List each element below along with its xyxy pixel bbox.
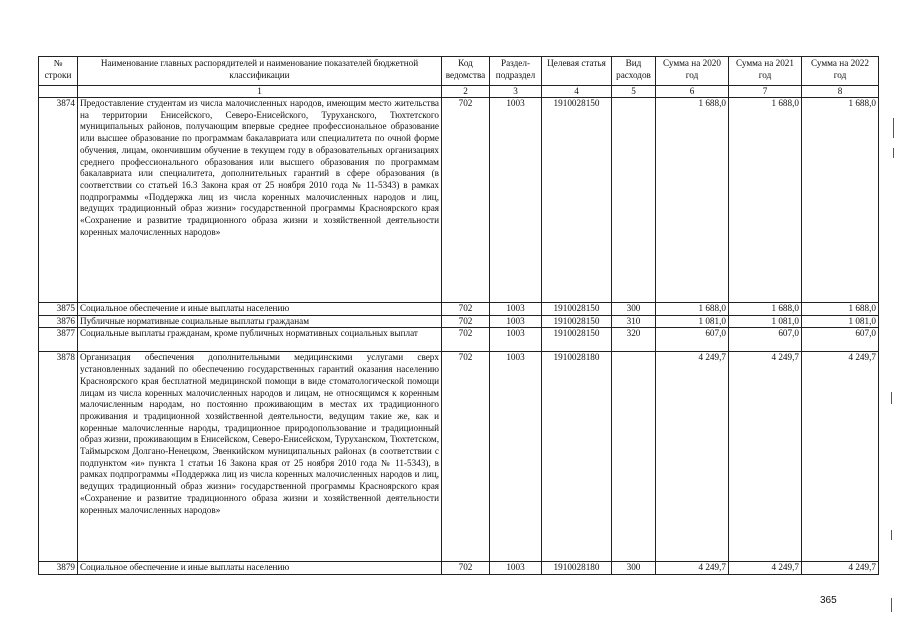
scan-edge-mark bbox=[891, 392, 892, 404]
row-sum-2021: 1 081,0 bbox=[729, 315, 802, 328]
row-sum-2022: 1 081,0 bbox=[802, 315, 879, 328]
budget-table-sheet bbox=[38, 56, 878, 575]
table-row bbox=[39, 98, 879, 303]
row-description: Социальные выплаты гражданам, кроме публичных нормативных социальных выплат bbox=[78, 328, 442, 352]
row-target: 1910028150 bbox=[542, 315, 612, 328]
header-name: Наименование главных распорядителей и наименование показателей бюджетной классификации bbox=[78, 57, 442, 86]
row-section: 1003 bbox=[490, 352, 542, 562]
row-description: Предоставление студентам из числа малочисленных народов, имеющим место жительства на территории Енисейского, Северо-Енисейского, Туруханского, Тюхтетского муниципальных районов, получающим впервые среднее профессиональное образование или высшее образование по программам бакалавриата или специалитета по очной форме обучения, лицам, окончившим обучение в текущем году в образовательных организациях среднего профессионального образования или высшего образования по программам бакалавриата или специалитета, дополнительных гарантий в сфере образования (в соответствии со статьей 16.3 Закона края от 25 ноября 2010 года № 11-5343) в рамках подпрограммы «Поддержка лиц из числа коренных малочисленных народов и лиц, ведущих традиционный образ жизни» государственной программы Красноярского края «Сохранение и развитие традиционного образа жизни и хозяйственной деятельности коренных малочисленных народов» bbox=[78, 98, 442, 303]
row-number: 3876 bbox=[39, 315, 78, 328]
table-row bbox=[39, 352, 879, 562]
scan-edge-mark bbox=[891, 530, 892, 540]
row-expense-type: 300 bbox=[612, 303, 656, 316]
table-row bbox=[39, 562, 879, 575]
row-number: 3878 bbox=[39, 352, 78, 562]
column-number: 1 bbox=[78, 86, 442, 98]
row-number: 3874 bbox=[39, 98, 78, 303]
column-number: 6 bbox=[656, 86, 729, 98]
row-description: Организация обеспечения дополнительными медицинскими услугами сверх установленных заданий по обеспечению государственных гарантий оказания населению Красноярского края бесплатной медицинской помощи в виде стоматологической помощи лицам из числа коренных малочисленных народов и лицам, не относящимся к коренным малочисленным народам, но постоянно проживающим в местах их традиционного проживания и традиционной хозяйственной деятельности, ведущим такие же, как и коренные малочисленные народы, традиционное природопользование и традиционный образ жизни, проживающим в Енисейском, Северо-Енисейском, Туруханском, Тюхтетском, Таймырском Долгано-Ненецком, Эвенкийском муниципальных районах (в соответствии с подпунктом «и» пункта 1 статьи 16 Закона края от 25 ноября 2010 года № 11-5343), в рамках подпрограммы «Поддержка лиц из числа коренных малочисленных народов и лиц, ведущих традиционный образ жизни» государственной программы Красноярского края «Сохранение и развитие традиционного образа жизни и хозяйственной деятельности коренных малочисленных народов» bbox=[78, 352, 442, 562]
header-dept-code: Код ведомства bbox=[442, 57, 490, 86]
table-row bbox=[39, 328, 879, 352]
column-number bbox=[39, 86, 78, 98]
header-row-no: № строки bbox=[39, 57, 78, 86]
column-number: 4 bbox=[542, 86, 612, 98]
row-sum-2022: 4 249,7 bbox=[802, 352, 879, 562]
column-number: 7 bbox=[729, 86, 802, 98]
row-sum-2020: 1 688,0 bbox=[656, 98, 729, 303]
row-expense-type: 310 bbox=[612, 315, 656, 328]
header-sum-2021: Сумма на 2021 год bbox=[729, 57, 802, 86]
row-sum-2020: 1 081,0 bbox=[656, 315, 729, 328]
column-number-row bbox=[39, 86, 879, 98]
row-sum-2021: 607,0 bbox=[729, 328, 802, 352]
column-number: 3 bbox=[490, 86, 542, 98]
row-dept-code: 702 bbox=[442, 328, 490, 352]
page-number: 365 bbox=[820, 595, 837, 606]
header-sum-2020: Сумма на 2020 год bbox=[656, 57, 729, 86]
row-dept-code: 702 bbox=[442, 352, 490, 562]
row-number: 3877 bbox=[39, 328, 78, 352]
budget-table bbox=[38, 56, 879, 575]
header-sum-2022: Сумма на 2022 год bbox=[802, 57, 879, 86]
row-expense-type: 320 bbox=[612, 328, 656, 352]
row-dept-code: 702 bbox=[442, 562, 490, 575]
row-sum-2022: 4 249,7 bbox=[802, 562, 879, 575]
row-number: 3875 bbox=[39, 303, 78, 316]
row-target: 1910028150 bbox=[542, 328, 612, 352]
row-section: 1003 bbox=[490, 303, 542, 316]
row-sum-2022: 1 688,0 bbox=[802, 303, 879, 316]
header-target: Целевая статья bbox=[542, 57, 612, 86]
row-sum-2020: 1 688,0 bbox=[656, 303, 729, 316]
scan-edge-mark bbox=[891, 598, 892, 612]
row-target: 1910028150 bbox=[542, 98, 612, 303]
row-sum-2020: 4 249,7 bbox=[656, 562, 729, 575]
row-expense-type bbox=[612, 98, 656, 303]
row-expense-type bbox=[612, 352, 656, 562]
row-description: Социальное обеспечение и иные выплаты населению bbox=[78, 562, 442, 575]
header-section: Раздел-подраздел bbox=[490, 57, 542, 86]
row-description: Публичные нормативные социальные выплаты гражданам bbox=[78, 315, 442, 328]
header-row bbox=[39, 57, 879, 86]
row-sum-2020: 4 249,7 bbox=[656, 352, 729, 562]
row-sum-2021: 4 249,7 bbox=[729, 562, 802, 575]
column-number: 8 bbox=[802, 86, 879, 98]
row-description: Социальное обеспечение и иные выплаты населению bbox=[78, 303, 442, 316]
scan-edge-mark bbox=[893, 118, 894, 138]
row-sum-2022: 1 688,0 bbox=[802, 98, 879, 303]
row-target: 1910028150 bbox=[542, 303, 612, 316]
row-sum-2021: 1 688,0 bbox=[729, 98, 802, 303]
scan-edge-mark bbox=[893, 148, 894, 158]
table-row bbox=[39, 315, 879, 328]
row-expense-type: 300 bbox=[612, 562, 656, 575]
row-section: 1003 bbox=[490, 98, 542, 303]
column-number: 5 bbox=[612, 86, 656, 98]
row-sum-2022: 607,0 bbox=[802, 328, 879, 352]
row-section: 1003 bbox=[490, 315, 542, 328]
table-row bbox=[39, 303, 879, 316]
row-number: 3879 bbox=[39, 562, 78, 575]
row-target: 1910028180 bbox=[542, 562, 612, 575]
column-number: 2 bbox=[442, 86, 490, 98]
row-target: 1910028180 bbox=[542, 352, 612, 562]
row-section: 1003 bbox=[490, 562, 542, 575]
row-sum-2021: 1 688,0 bbox=[729, 303, 802, 316]
row-dept-code: 702 bbox=[442, 315, 490, 328]
row-sum-2021: 4 249,7 bbox=[729, 352, 802, 562]
row-dept-code: 702 bbox=[442, 98, 490, 303]
header-expense-type: Вид расходов bbox=[612, 57, 656, 86]
row-dept-code: 702 bbox=[442, 303, 490, 316]
row-sum-2020: 607,0 bbox=[656, 328, 729, 352]
row-section: 1003 bbox=[490, 328, 542, 352]
